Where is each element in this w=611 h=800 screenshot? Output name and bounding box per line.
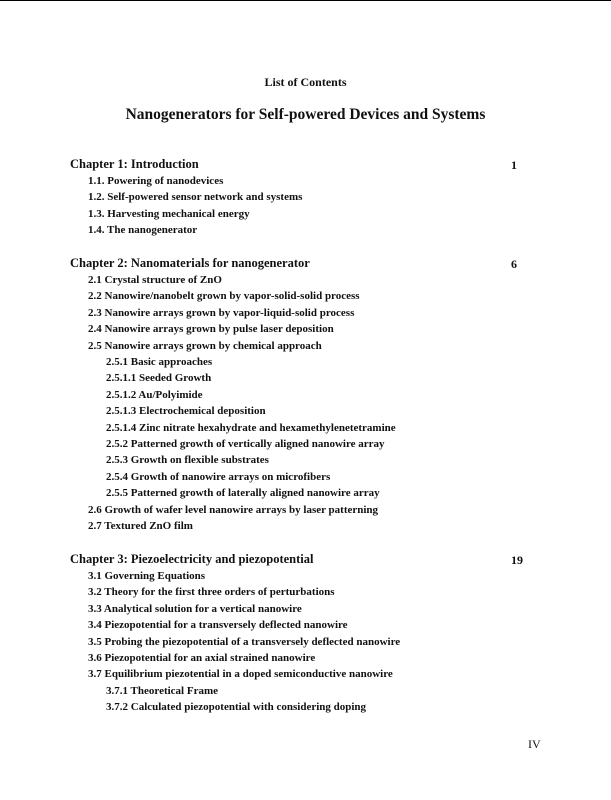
toc-subsection[interactable]: 3.7.1 Theoretical Frame <box>106 684 219 697</box>
toc-subsection[interactable]: 3.7.2 Calculated piezopotential with considering doping <box>106 701 367 714</box>
chapter-page-number: 6 <box>511 257 517 271</box>
toc-subsection[interactable]: 2.5.2 Patterned growth of vertically aligned nanowire array <box>106 438 385 450</box>
toc-section[interactable]: 1.1. Powering of nanodevices <box>88 175 224 187</box>
toc-section[interactable]: 1.3. Harvesting mechanical energy <box>88 207 250 220</box>
toc-subsection[interactable]: 2.5.1.2 Au/Polyimide <box>106 388 203 401</box>
toc-section[interactable]: 3.6 Piezopotential for an axial strained nanowire <box>88 652 316 664</box>
book-title: Nanogenerators for Self-powered Devices and Systems <box>125 106 486 123</box>
toc-section[interactable]: 3.4 Piezopotential for a transversely deflected nanowire <box>88 619 348 632</box>
toc-section[interactable]: 3.3 Analytical solution for a vertical nanowire <box>88 602 302 615</box>
toc-section[interactable]: 3.1 Governing Equations <box>88 570 206 582</box>
chapter-page-number: 19 <box>511 553 523 567</box>
toc-label: List of Contents <box>264 75 347 89</box>
toc-section[interactable]: 2.5 Nanowire arrays grown by chemical approach <box>88 339 322 352</box>
toc-section[interactable]: 2.1 Crystal structure of ZnO <box>88 274 222 286</box>
toc-subsection[interactable]: 2.5.1.1 Seeded Growth <box>106 372 212 385</box>
toc-subsection[interactable]: 2.5.5 Patterned growth of laterally aligned nanowire array <box>106 487 380 500</box>
toc-section[interactable]: 2.7 Textured ZnO film <box>88 520 193 532</box>
chapter-heading[interactable]: Chapter 1: Introduction <box>70 157 199 171</box>
toc-subsection[interactable]: 2.5.3 Growth on flexible substrates <box>106 454 269 467</box>
toc-section[interactable]: 2.6 Growth of wafer level nanowire arrays by laser patterning <box>88 503 379 516</box>
toc-section[interactable]: 1.4. The nanogenerator <box>88 224 198 237</box>
toc-subsection[interactable]: 2.5.1.3 Electrochemical deposition <box>106 405 266 418</box>
toc-section[interactable]: 1.2. Self-powered sensor network and systems <box>88 191 303 204</box>
toc-section[interactable]: 2.3 Nanowire arrays grown by vapor-liquid-solid process <box>88 306 355 319</box>
toc-section[interactable]: 3.2 Theory for the first three orders of perturbations <box>88 586 335 599</box>
toc-section[interactable]: 2.4 Nanowire arrays grown by pulse laser deposition <box>88 323 334 336</box>
toc-subsection[interactable]: 2.5.1.4 Zinc nitrate hexahydrate and hexamethylenetetramine <box>106 421 396 434</box>
toc-subsection[interactable]: 2.5.4 Growth of nanowire arrays on microfibers <box>106 470 331 483</box>
toc-section[interactable]: 3.7 Equilibrium piezotential in a doped semiconductive nanowire <box>88 668 393 681</box>
chapter-heading[interactable]: Chapter 3: Piezoelectricity and piezopotential <box>70 552 314 566</box>
chapter-heading[interactable]: Chapter 2: Nanomaterials for nanogenerator <box>70 256 310 270</box>
toc-subsection[interactable]: 2.5.1 Basic approaches <box>106 356 213 368</box>
toc-section[interactable]: 2.2 Nanowire/nanobelt grown by vapor-solid-solid process <box>88 290 360 303</box>
page-number: IV <box>528 737 541 751</box>
toc-section[interactable]: 3.5 Probing the piezopotential of a transversely deflected nanowire <box>88 635 401 648</box>
chapter-page-number: 1 <box>511 158 517 172</box>
